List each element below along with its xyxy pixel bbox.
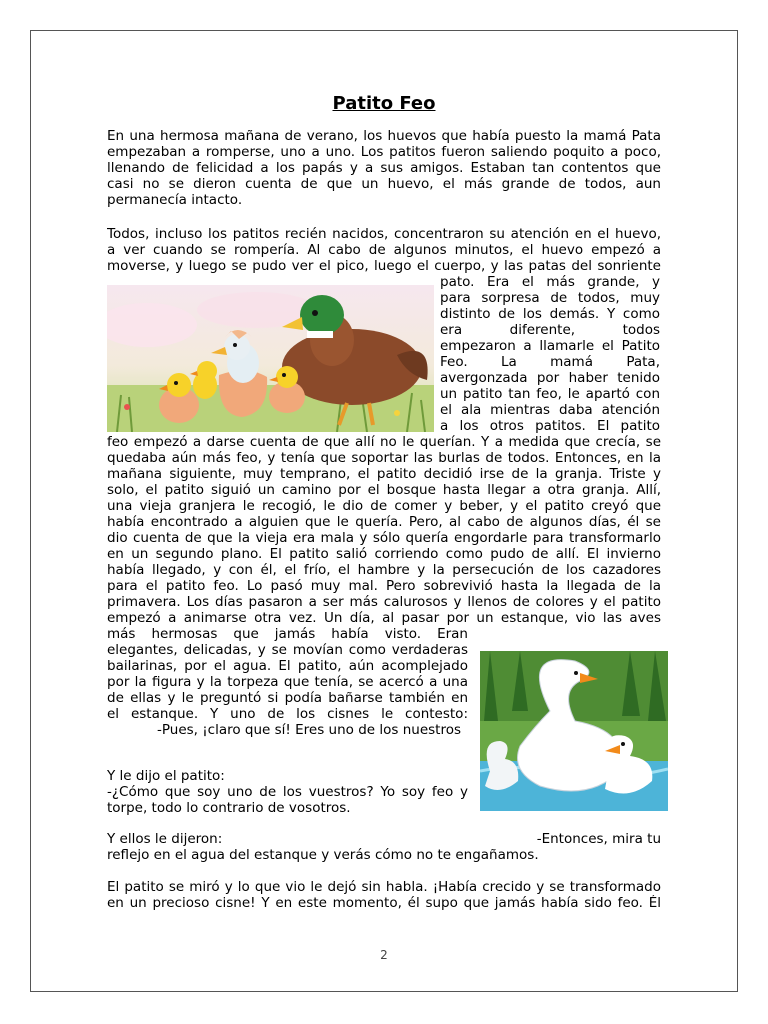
text-line: -Entonces, mira tu: [536, 831, 661, 847]
text-line: en un precioso cisne! Y en este momento, él supo que jamás había sido feo. Él: [107, 895, 661, 911]
text-line: pato. Era el más grande, y: [440, 274, 660, 290]
text-line: bailarinas, por el agua. El patito, aún acomplejado: [107, 658, 468, 674]
text-line: había llegado, y con él, el frío, el hambre y la persecución de los cazadores: [107, 562, 661, 578]
text-line: el estanque. Y uno de los cisnes le contesto:: [107, 706, 468, 722]
text-line: dio cuenta de que la vieja era mala y sólo quería engordarle para transformarlo: [107, 530, 661, 546]
text-line: permanecía intacto.: [107, 192, 243, 208]
text-line: empezó a animarse otra vez. Un día, al pasar por un estanque, vio las aves: [107, 610, 661, 626]
page-number: 2: [380, 948, 388, 962]
text-line: torpe, todo lo contrario de vosotros.: [107, 800, 351, 816]
text-line: distinto de los demás. Y como: [440, 306, 660, 322]
text-line: solo, el patito siguió un camino por el bosque hasta llegar a otra granja. Allí,: [107, 482, 661, 498]
text-line: mañana siguiente, muy temprano, el patito decidió irse de la granja. Triste y: [107, 466, 661, 482]
paragraph-2-start: [107, 226, 661, 274]
text-line: avergonzada por haber tenido: [440, 370, 660, 386]
paragraph-4: [107, 831, 661, 863]
text-line: en un segundo plano. El patito salió corriendo como pudo de allí. El invierno: [107, 546, 661, 562]
text-line: a ver cuando se rompería. Al cabo de algunos minutos, el huevo empezó a: [107, 242, 661, 258]
duck-family-illustration: [107, 285, 434, 432]
text-line: llenando de felicidad a los papás y a sus amigos. Estaban tan contentos que: [107, 160, 661, 176]
text-line: moverse, y luego se pudo ver el pico, luego el cuerpo, y las patas del sonriente: [107, 258, 661, 274]
text-line: elegantes, delicadas, y se movían como verdaderas: [107, 642, 468, 658]
text-line: -¿Cómo que soy uno de los vuestros? Yo soy feo y: [107, 784, 468, 800]
paragraph-5: [107, 879, 661, 911]
text-line: Y le dijo el patito:: [107, 768, 225, 784]
text-line: Y ellos le dijeron:: [107, 831, 223, 847]
text-line: de ellas y le preguntó si podía bañarse también en: [107, 690, 468, 706]
paragraph-1: [107, 128, 661, 208]
text-line: el ala mientras daba atención: [440, 402, 660, 418]
text-line: un patito tan feo, le apartó con: [440, 386, 660, 402]
text-line: -Pues, ¡claro que sí! Eres uno de los nuestros: [157, 722, 461, 738]
text-line: empezaban a romperse, uno a uno. Los patitos fueron saliendo poquito a poco,: [107, 144, 661, 160]
text-line: primavera. Los días pasaron a ser más calurosos y llenos de colores y el patito: [107, 594, 661, 610]
text-line: empezaron a llamarle el Patito: [440, 338, 660, 354]
text-line: En una hermosa mañana de verano, los huevos que había puesto la mamá Pata: [107, 128, 661, 144]
text-line: para sorpresa de todos, muy: [440, 290, 660, 306]
text-line: por la figura y la torpeza que tenía, se acercó a una: [107, 674, 468, 690]
paragraph-2-continued: [107, 434, 661, 626]
text-line: Feo. La mamá Pata,: [440, 354, 660, 370]
text-line: había encontrado a alguien que le quería. Pero, al cabo de algunos días, él se: [107, 514, 661, 530]
text-line: El patito se miró y lo que vio le dejó sin habla. ¡Había crecido y se transformado: [107, 879, 661, 895]
text-line: a los otros patitos. El patito: [440, 418, 660, 434]
text-line: una vieja granjera le recogió, le dio de comer y beber, y el patito creyó que: [107, 498, 661, 514]
text-line: era diferente, todos: [440, 322, 660, 338]
text-line: Todos, incluso los patitos recién nacidos, concentraron su atención en el huevo,: [107, 226, 661, 242]
text-line: casi no se dieron cuenta de que un huevo, el más grande de todos, aun: [107, 176, 661, 192]
text-line: más hermosas que jamás había visto. Eran: [107, 626, 468, 642]
page-title: Patito Feo: [332, 93, 436, 114]
text-line: quedaba aún más feo, y tenía que soportar las burlas de todos. Entonces, en la: [107, 450, 661, 466]
text-line: para el patito feo. Lo pasó muy mal. Pero sobrevivió hasta la llegada de la: [107, 578, 661, 594]
text-line: reflejo en el agua del estanque y verás cómo no te engañamos.: [107, 847, 539, 863]
text-line: feo empezó a darse cuenta de que allí no le querían. Y a medida que crecía, se: [107, 434, 661, 450]
paragraph-3: [107, 768, 661, 816]
